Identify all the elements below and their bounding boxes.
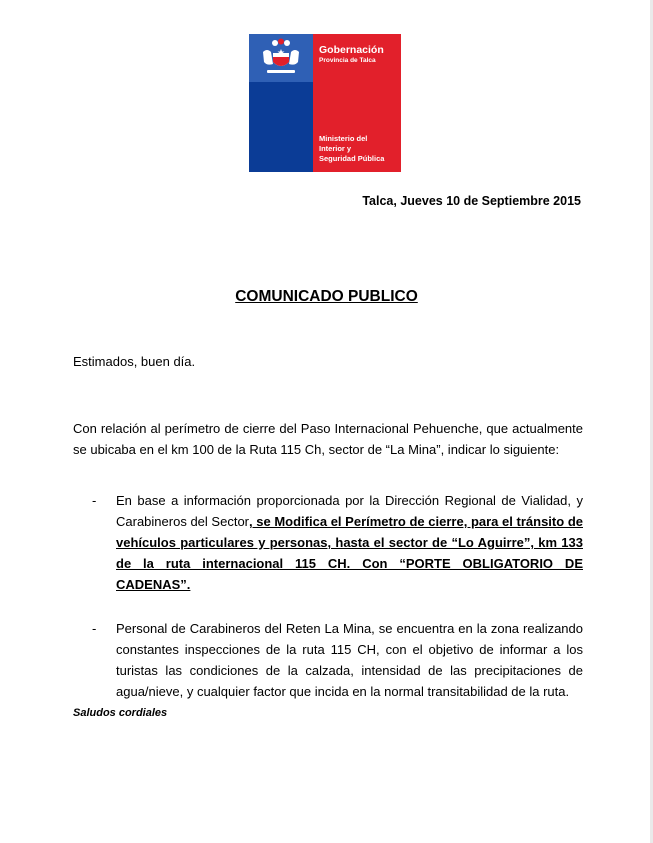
logo-ministry-line: Interior y xyxy=(319,144,352,153)
document-title: COMUNICADO PUBLICO xyxy=(235,288,418,305)
logo-text-top xyxy=(319,44,399,65)
bullet-list xyxy=(73,490,583,702)
logo-blue-panel xyxy=(249,34,313,172)
logo-ministry xyxy=(319,134,399,164)
logo-ministry-line: Ministerio del xyxy=(319,134,368,143)
intro-paragraph: Con relación al perímetro de cierre del Paso Internacional Pehuenche, que actualmente se ubicaba en el km 100 de la Ruta 115 Ch, sector de “La Mina”, indicar lo siguiente: xyxy=(73,421,583,457)
list-item xyxy=(73,618,583,702)
logo-title: Gobernación xyxy=(319,44,384,56)
document-date: Talca, Jueves 10 de Septiembre 2015 xyxy=(362,194,581,208)
chile-coat-of-arms-icon xyxy=(259,38,303,78)
bullet-text: Personal de Carabineros del Reten La Mina, se encuentra en la zona realizando constantes inspecciones de la ruta 115 CH, con el objetivo de informar a los turistas las condiciones de la calzada, intensidad de las precipitaciones de agua/nieve, y cualquier factor que incida en la normal transitabilidad de la ruta. xyxy=(116,621,583,699)
list-item xyxy=(73,490,583,595)
logo-blue-bottom xyxy=(249,82,313,172)
closing-salutation: Saludos cordiales xyxy=(73,707,168,719)
bullet-text: En base a información proporcionada por la Dirección Regional de Vialidad, y Carabineros del Sector xyxy=(116,493,583,529)
bullet-marker: - xyxy=(92,621,97,636)
logo-ministry-line: Seguridad Pública xyxy=(319,154,385,163)
logo-subtitle: Provincia de Talca xyxy=(319,57,376,64)
greeting: Estimados, buen día. xyxy=(73,354,196,369)
gobernacion-logo xyxy=(249,34,401,172)
bullet-emphasis: , se Modifica el Perímetro de cierre, para el tránsito de vehículos particulares y personas, hasta el sector de “Lo Aguirre”, km 133 de la ruta internacional 115 CH. Con “PORTE OBLIGATORIO DE CADENAS”. xyxy=(116,514,583,592)
bullet-marker: - xyxy=(92,493,97,508)
